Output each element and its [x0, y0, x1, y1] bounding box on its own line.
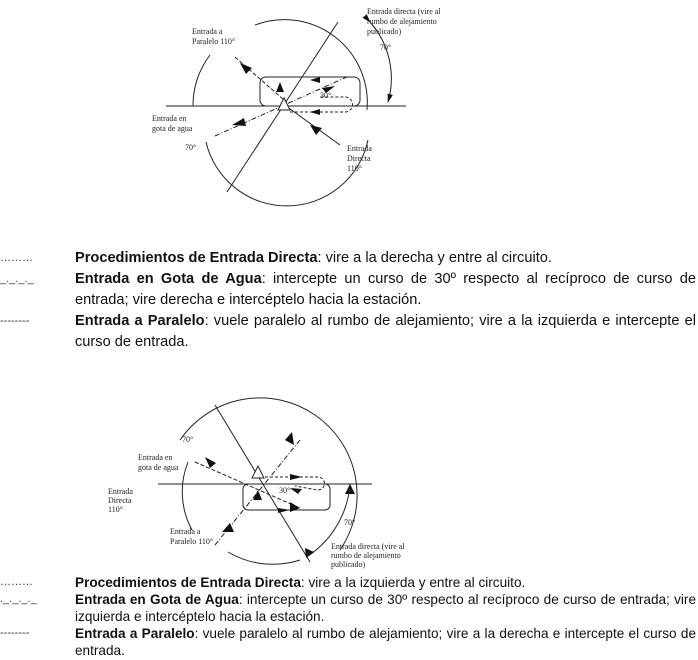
- legend-title: Entrada a Paralelo: [75, 626, 195, 641]
- legend-dashed-mark: --------: [0, 315, 30, 327]
- label-angle-70-left: 70°: [185, 143, 197, 152]
- label-angle-70-top: 70°: [182, 435, 194, 444]
- legend-item-parallel: [0, 311, 696, 353]
- legend-title: Entrada en Gota de Agua: [75, 592, 239, 607]
- legend-text: : vuele paralelo al rumbo de alejamiento; vire a la izquierda e intercepte el curso de entrada.: [75, 313, 696, 350]
- legend-title: Entrada a Paralelo: [75, 313, 205, 329]
- legend-dotted-mark: ………: [0, 252, 33, 264]
- label-gota-line1: Entrada en: [138, 453, 173, 462]
- legend-text: : vire a la izquierda y entre al circuito.: [300, 575, 526, 590]
- legend-left-procedures: [0, 574, 696, 659]
- legend-dashdot-mark: _._._._: [0, 273, 34, 285]
- legend-text: : intercepte un curso de 30º respecto al recíproco de curso de entrada; vire izquierda e intercéptelo hacia la estación.: [75, 592, 697, 624]
- legend-text: : vire a la derecha y entre al circuito.: [317, 250, 552, 266]
- label-paralelo-line2: Paralelo 110°: [192, 37, 236, 46]
- legend-title: Procedimientos de Entrada Directa: [75, 575, 301, 590]
- label-directa110-line2: Directa: [347, 154, 371, 163]
- legend-title: Entrada en Gota de Agua: [75, 271, 262, 287]
- label-gota-line2: gota de agua: [138, 463, 179, 472]
- label-directa110-line1: Entrada: [108, 487, 133, 496]
- legend-item-direct: [0, 248, 696, 269]
- legend-item-parallel: [0, 625, 696, 659]
- holding-racetrack: [260, 77, 360, 106]
- label-directa-vire-line2: rumbo de alejamiento: [331, 551, 401, 560]
- legend-item-direct: [0, 574, 696, 591]
- label-paralelo-line1: Entrada a: [192, 27, 223, 36]
- label-paralelo-line1: Entrada a: [170, 527, 201, 536]
- sector-arc-lower: [228, 552, 300, 564]
- sector-arc-lower: [206, 140, 368, 206]
- label-angle-70-right: 70°: [380, 43, 392, 52]
- label-angle-70-right: 70°: [344, 518, 356, 527]
- sector-arc-left: [193, 55, 210, 106]
- legend-dotted-mark: ………: [0, 576, 33, 588]
- sector-arc-left: [182, 462, 192, 530]
- holding-entry-diagram-right: [0, 0, 698, 210]
- legend-text: : vuele paralelo al rumbo de alejamiento; vire a la derecha e intercepte el curso de entrada.: [75, 626, 696, 658]
- legend-dashdot-mark: ._._._._: [0, 593, 37, 605]
- legend-item-teardrop: [0, 269, 696, 311]
- label-directa-vire-line3: publicado): [367, 27, 402, 36]
- legend-title: Procedimientos de Entrada Directa: [75, 250, 318, 266]
- label-gota-line1: Entrada en: [152, 114, 187, 123]
- label-directa110-line2: Directa: [108, 496, 132, 505]
- label-paralelo-line2: Paralelo 110°: [170, 537, 214, 546]
- label-directa-vire-line3: publicado): [331, 560, 366, 569]
- label-directa-vire-line2: rumbo de alejamiento: [367, 17, 437, 26]
- label-angle-30: 30°: [320, 91, 332, 100]
- label-directa-vire-line1: Entrada directa (vire al: [367, 7, 441, 16]
- label-directa110-line1: Entrada: [347, 144, 372, 153]
- holding-entry-diagram-left: [0, 390, 698, 580]
- label-gota-line2: gota de agua: [152, 124, 193, 133]
- label-angle-30: 30°: [279, 486, 291, 495]
- legend-right-procedures: [0, 248, 696, 353]
- legend-dashed-mark: --------: [0, 627, 30, 639]
- legend-text: : intercepte un curso de 30º respecto al recíproco de curso de entrada; vire derecha e intercéptelo hacia la estación.: [75, 271, 696, 308]
- sector-arc-upper: [180, 398, 357, 550]
- label-directa110-line3: 110°: [347, 164, 362, 173]
- legend-item-teardrop: [0, 591, 696, 625]
- label-directa110-line3: 110°: [108, 505, 123, 514]
- label-directa-vire-line1: Entrada directa (vire al: [331, 542, 405, 551]
- sector-arc-upper: [255, 20, 367, 110]
